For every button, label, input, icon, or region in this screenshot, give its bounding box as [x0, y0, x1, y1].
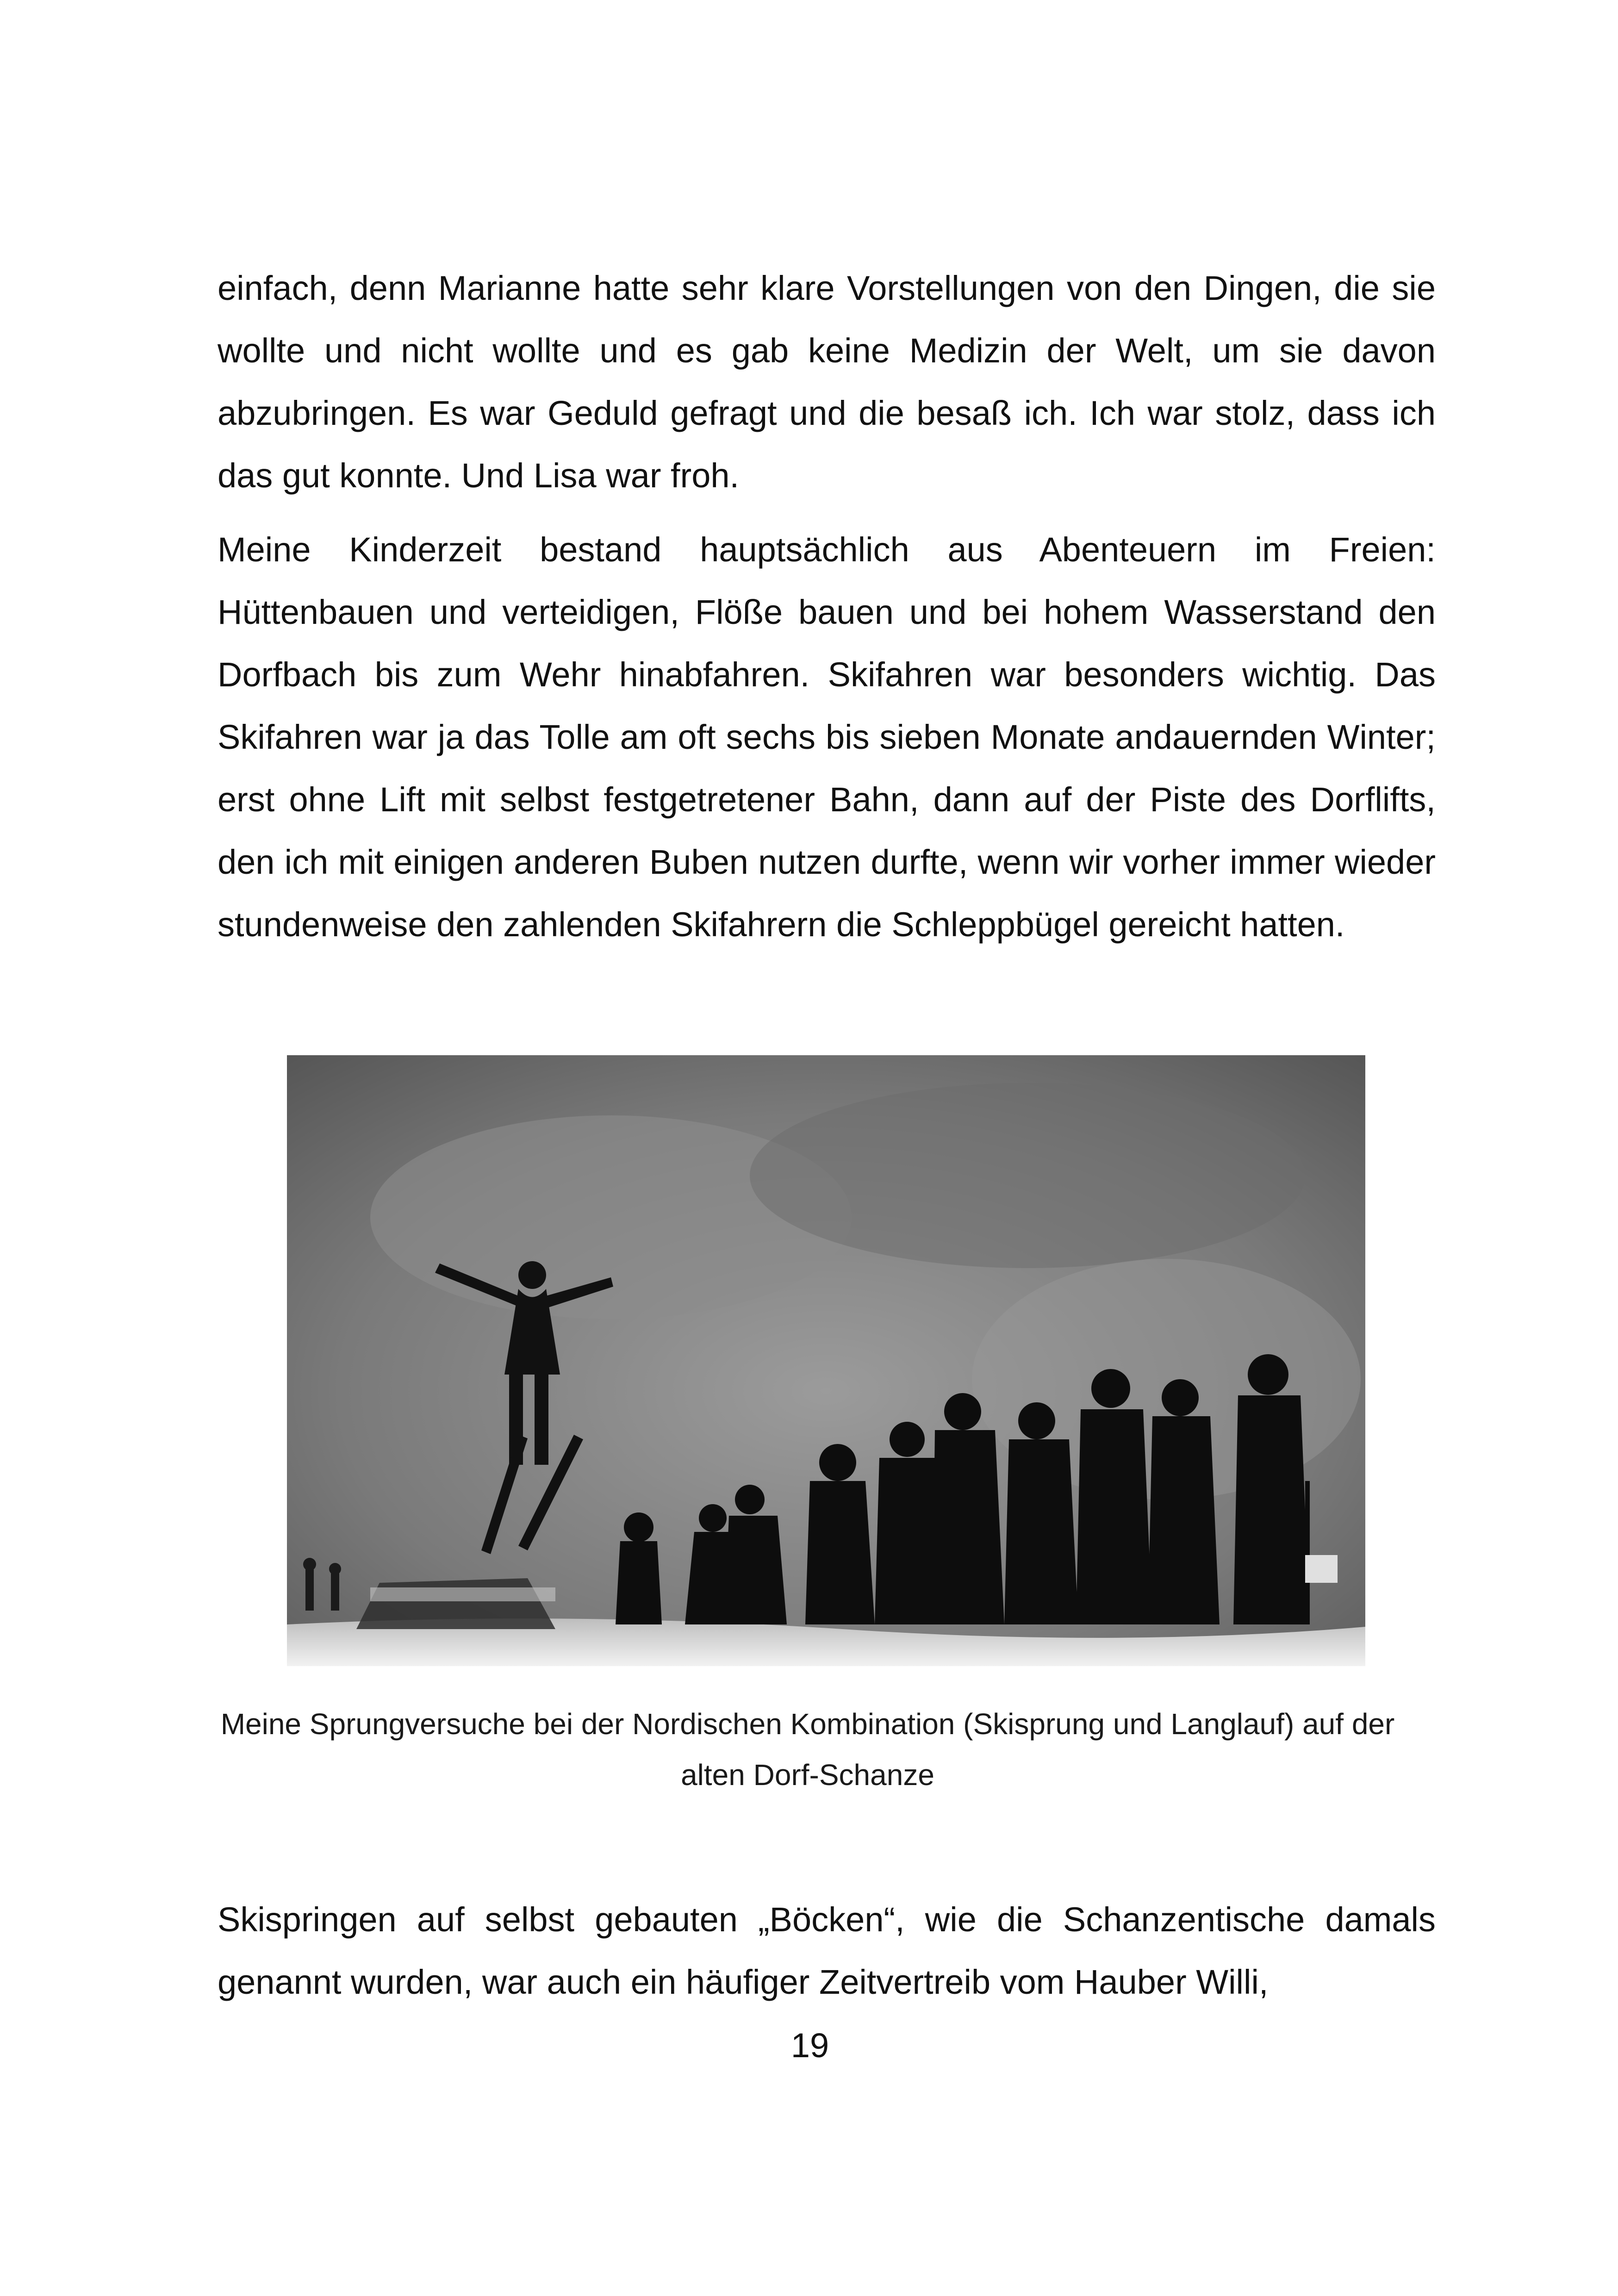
paragraph-text: Skispringen auf selbst gebauten „Böcken“, wie die Schanzentische damals genannt wurden, war auch ein häufiger Zeitvertreib vom Hauber Willi,: [218, 1900, 1436, 2001]
paragraph-text: Meine Kinderzeit bestand hauptsächlich aus Abenteuern im Freien: Hüttenbauen und verteidigen, Flöße bauen und bei hohem Wasserstand den Dorfbach bis zum Wehr hinabfahren. Skifahren war besonders wichtig. Das Skifahren war ja das Tolle am oft sechs bis sieben Monate andauernden Winter; erst ohne Lift mit selbst festgetretener Bahn, dann auf der Piste des Dorflifts, den ich mit einigen anderen Buben nutzen durfte, wenn wir vorher immer wieder stundenweise den zahlenden Skifahrern die Schleppbügel gereicht hatten.: [218, 530, 1436, 944]
paragraph-text: einfach, denn Marianne hatte sehr klare Vorstellungen von den Dingen, die sie wollte und nicht wollte und es gab keine Medizin der Welt, um sie davon abzubringen. Es war Geduld gefragt und die besaß ich. Ich war stolz, dass ich das gut konnte. Und Lisa war froh.: [218, 269, 1436, 495]
paragraph: [218, 257, 1436, 507]
figure-caption: Meine Sprungversuche bei der Nordischen Kombination (Skisprung und Langlauf) auf der alten Dorf-Schanze: [220, 1707, 1395, 1792]
ski-jump-photo-illustration: [287, 1055, 1365, 1666]
ski-jump-photo: [287, 1055, 1365, 1666]
page-number: 19: [790, 2026, 829, 2065]
paragraph: [218, 518, 1436, 956]
paragraph: [218, 1888, 1436, 2013]
